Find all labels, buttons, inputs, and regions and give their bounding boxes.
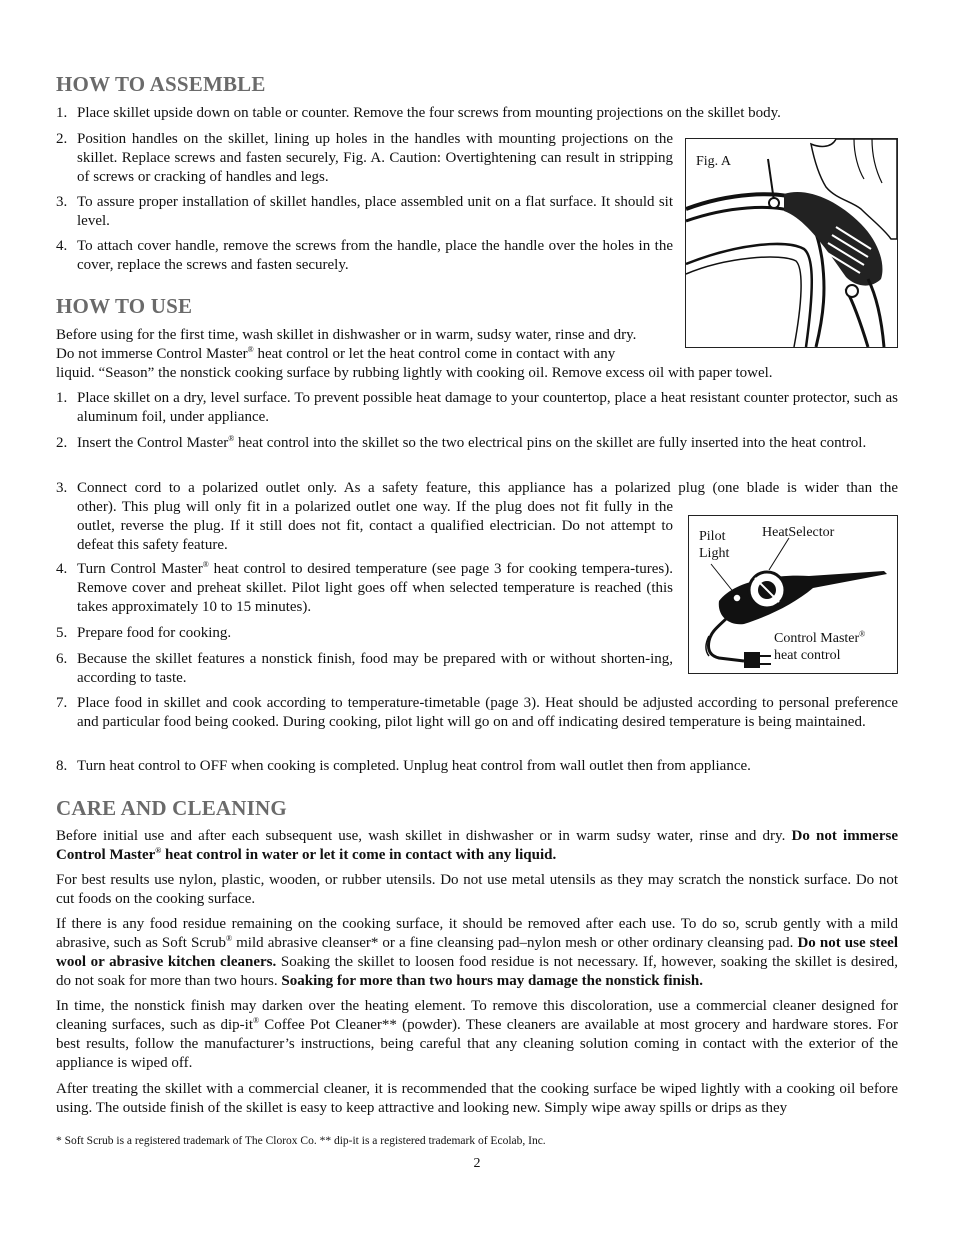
list-item: 5. Prepare food for cooking. xyxy=(56,625,232,641)
heat-selector-label: HeatSelector xyxy=(762,525,835,540)
page-number: 2 xyxy=(473,1156,481,1171)
list-item: 1. Place skillet upside down on table or counter. Remove the four screws from mounting projections on the skillet body. xyxy=(56,105,781,121)
care-paragraph-1: Before initial use and after each subsequent use, wash skillet in dishwasher or in warm sudsy water, rinse and dry. Do not immerse Control Master® heat control in water or let it come in contact with any liquid. xyxy=(56,828,898,863)
use-intro-line-2: Do not immerse Control Master® heat control or let the heat control come in contact with any xyxy=(56,345,616,362)
use-intro-line-1: Before using for the first time, wash skillet in dishwasher or in warm, sudsy water, rinse and dry. xyxy=(56,327,637,343)
list-item: 2. Position handles on the skillet, lining up holes in the handles with mounting projections on the skillet. Replace screws and fasten securely, Fig. A. Caution: Overtightening can result in stripping of screws or cracking of handles and legs. xyxy=(56,131,673,185)
list-item: 4. Turn Control Master® heat control to desired temperature (see page 3 for cooking tempera-tures). Remove cover and preheat skillet. Pilot light goes off when selected temperature is reached (this takes approximately 10 to 15 minutes). xyxy=(56,560,673,615)
list-item: 8. Turn heat control to OFF when cooking is completed. Unplug heat control from wall outlet then from appliance. xyxy=(56,758,751,774)
list-item: 7. Place food in skillet and cook according to temperature-timetable (page 3). Heat should be adjusted according to personal preference and particular food being cooked. During cooking, pilot light will go on and off indicating desired temperature is being maintained. xyxy=(56,695,898,730)
figure-a xyxy=(685,138,898,348)
section-heading-care: CARE AND CLEANING xyxy=(56,796,287,820)
care-paragraph-5: After treating the skillet with a commercial cleaner, it is recommended that the cooking surface be wiped lightly with a cooking oil before using. The outside finish of the skillet is easy to keep attractive and looking new. Simply wipe away spills or drips as they xyxy=(56,1081,898,1116)
care-paragraph-4: In time, the nonstick finish may darken over the heating element. To remove this discoloration, use a commercial cleaner designed for cleaning surfaces, such as dip-it® Coffee Pot Cleaner** (powder). These cleaners are available at most grocery and hardware stores. For best results, follow the manufacturer’s instructions, being careful that any cleaning solution coming in contact with the exterior of the appliance is wiped off. xyxy=(56,998,898,1071)
control-master-figure xyxy=(688,515,898,674)
skillet-handle-illustration xyxy=(686,139,897,347)
footnote: * Soft Scrub is a registered trademark of The Clorox Co. ** dip-it is a registered trademark of Ecolab, Inc. xyxy=(56,1135,546,1147)
list-item: 3. To assure proper installation of skillet handles, place assembled unit on a flat surface. It should sit level. xyxy=(56,194,673,229)
list-item-continuation: other). This plug will only fit in a polarized outlet one way. If the plug does not fit fully in the outlet, reverse the plug. If it still does not fit, contact a qualified electrician. Do not attempt to defeat this safety feature. xyxy=(77,499,673,553)
care-paragraph-2: For best results use nylon, plastic, wooden, or rubber utensils. Do not use metal utensils as they may scratch the nonstick surface. Do not cut foods on the cooking surface. xyxy=(56,872,898,907)
section-heading-assemble: HOW TO ASSEMBLE xyxy=(56,72,266,96)
figure-a-label: Fig. A xyxy=(696,154,732,169)
use-intro-line-3: liquid. “Season” the nonstick cooking surface by rubbing lightly with cooking oil. Remove excess oil with paper towel. xyxy=(56,365,773,381)
list-item: 1. Place skillet on a dry, level surface. To prevent possible heat damage to your countertop, place a heat resistant counter protector, such as aluminum foil, under appliance. xyxy=(56,390,898,425)
care-paragraph-3: If there is any food residue remaining on the cooking surface, it should be removed after each use. To do so, scrub gently with a mild abrasive, such as Soft Scrub® mild abrasive cleanser* or a fine cleansing pad–nylon mesh or other ordinary cleansing pad. Do not use steel wool or abrasive kitchen cleaners. Soaking the skillet to loosen food residue is not necessary. If, however, soaking the skillet is desired, do not soak for more than two hours. Soaking for more than two hours may damage the nonstick finish. xyxy=(56,916,898,989)
control-master-label: Control Master® heat control xyxy=(774,629,866,663)
list-item: 3. Connect cord to a polarized outlet only. As a safety feature, this appliance has a polarized plug (one blade is wider than the xyxy=(56,480,898,496)
list-item: 2. Insert the Control Master® heat control into the skillet so the two electrical pins on the skillet are fully inserted into the heat control. xyxy=(56,434,867,451)
section-heading-use: HOW TO USE xyxy=(56,294,193,318)
list-item: 4. To attach cover handle, remove the screws from the handle, place the handle over the holes in the cover, replace the screws and fasten securely. xyxy=(56,238,673,273)
pilot-light-label: Pilot Light xyxy=(699,529,730,561)
list-item: 6. Because the skillet features a nonstick finish, food may be prepared with or without shorten-ing, according to taste. xyxy=(56,651,673,686)
